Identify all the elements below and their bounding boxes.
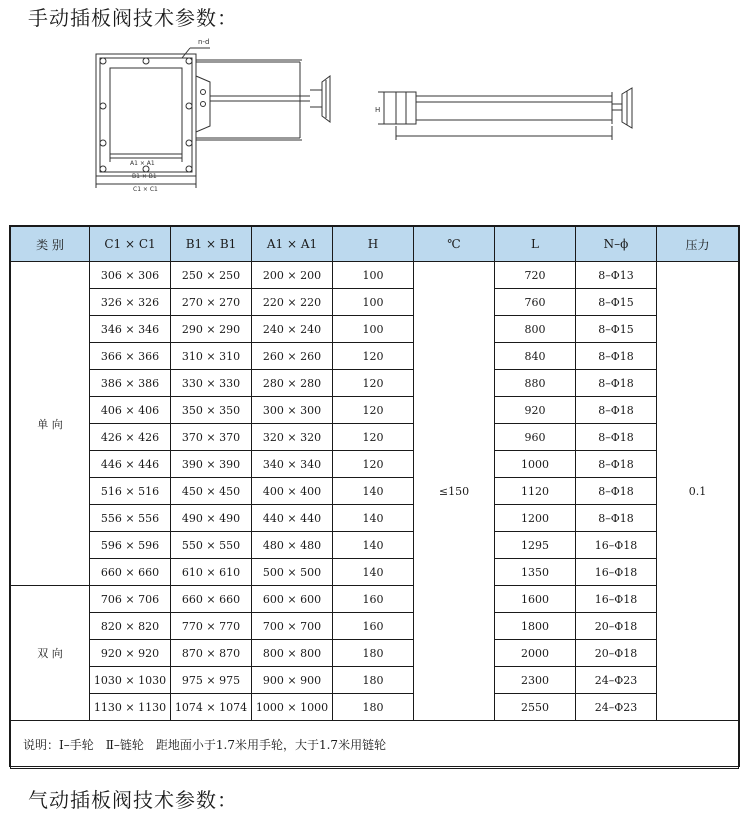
cell-h: 120	[333, 424, 414, 451]
cell-c1: 820 × 820	[90, 613, 171, 640]
header-l: L	[495, 227, 576, 262]
cell-a1: 480 × 480	[252, 532, 333, 559]
cell-a1: 220 × 220	[252, 289, 333, 316]
cell-c1: 386 × 386	[90, 370, 171, 397]
technical-drawings	[0, 30, 750, 205]
table-row	[11, 262, 739, 289]
header-h: H	[333, 227, 414, 262]
label-b1: B1 × B1	[132, 173, 157, 180]
cell-b1: 370 × 370	[171, 424, 252, 451]
cell-l: 840	[495, 343, 576, 370]
cell-a1: 1000 × 1000	[252, 694, 333, 721]
table-row	[11, 343, 739, 370]
table-header-row	[11, 227, 739, 262]
cell-l: 2300	[495, 667, 576, 694]
cell-a1: 300 × 300	[252, 397, 333, 424]
cell-c1: 660 × 660	[90, 559, 171, 586]
cell-c1: 596 × 596	[90, 532, 171, 559]
cell-n: 16–Φ18	[576, 586, 657, 613]
cell-h: 180	[333, 667, 414, 694]
cell-n: 8–Φ15	[576, 289, 657, 316]
cell-l: 1000	[495, 451, 576, 478]
cell-a1: 200 × 200	[252, 262, 333, 289]
label-h: H	[375, 106, 381, 114]
cell-a1: 400 × 400	[252, 478, 333, 505]
cell-a1: 800 × 800	[252, 640, 333, 667]
cell-h: 180	[333, 694, 414, 721]
cell-h: 140	[333, 559, 414, 586]
cell-c1: 366 × 366	[90, 343, 171, 370]
cell-a1: 600 × 600	[252, 586, 333, 613]
cell-n: 8–Φ18	[576, 370, 657, 397]
cell-n: 8–Φ15	[576, 316, 657, 343]
cell-l: 760	[495, 289, 576, 316]
cell-a1: 500 × 500	[252, 559, 333, 586]
table-row	[11, 451, 739, 478]
cell-b1: 250 × 250	[171, 262, 252, 289]
cell-n: 8–Φ18	[576, 343, 657, 370]
cell-h: 100	[333, 316, 414, 343]
cell-b1: 975 × 975	[171, 667, 252, 694]
label-c1: C1 × C1	[133, 186, 158, 193]
table-row	[11, 397, 739, 424]
cell-l: 880	[495, 370, 576, 397]
table-row	[11, 667, 739, 694]
header-c1: C1 × C1	[90, 227, 171, 262]
cell-l: 1800	[495, 613, 576, 640]
cell-c1: 426 × 426	[90, 424, 171, 451]
table-row	[11, 316, 739, 343]
cell-a1: 440 × 440	[252, 505, 333, 532]
cell-b1: 450 × 450	[171, 478, 252, 505]
cell-l: 1295	[495, 532, 576, 559]
cell-n: 20–Φ18	[576, 613, 657, 640]
cell-c1: 446 × 446	[90, 451, 171, 478]
cell-n: 8–Φ13	[576, 262, 657, 289]
cell-b1: 550 × 550	[171, 532, 252, 559]
cell-b1: 290 × 290	[171, 316, 252, 343]
cell-n: 24–Φ23	[576, 667, 657, 694]
cell-h: 100	[333, 289, 414, 316]
cell-b1: 490 × 490	[171, 505, 252, 532]
cell-c1: 706 × 706	[90, 586, 171, 613]
group-double: 双 向	[11, 586, 90, 721]
cell-c1: 1130 × 1130	[90, 694, 171, 721]
cell-a1: 280 × 280	[252, 370, 333, 397]
cell-h: 140	[333, 532, 414, 559]
cell-b1: 610 × 610	[171, 559, 252, 586]
cell-l: 1350	[495, 559, 576, 586]
table-row	[11, 640, 739, 667]
cell-n: 8–Φ18	[576, 451, 657, 478]
cell-n: 16–Φ18	[576, 532, 657, 559]
cell-a1: 340 × 340	[252, 451, 333, 478]
cell-n: 8–Φ18	[576, 478, 657, 505]
page-title-pneumatic: 气动插板阀技术参数：	[28, 788, 238, 812]
header-type: 类 别	[11, 227, 90, 262]
table-row	[11, 559, 739, 586]
cell-a1: 900 × 900	[252, 667, 333, 694]
note-row	[11, 721, 739, 769]
header-a1: A1 × A1	[252, 227, 333, 262]
cell-h: 160	[333, 586, 414, 613]
cell-a1: 700 × 700	[252, 613, 333, 640]
cell-c1: 406 × 406	[90, 397, 171, 424]
header-b1: B1 × B1	[171, 227, 252, 262]
table-row	[11, 478, 739, 505]
cell-l: 1600	[495, 586, 576, 613]
cell-n: 8–Φ18	[576, 505, 657, 532]
cell-c1: 1030 × 1030	[90, 667, 171, 694]
table-row	[11, 289, 739, 316]
cell-c1: 920 × 920	[90, 640, 171, 667]
cell-c1: 516 × 516	[90, 478, 171, 505]
cell-c1: 326 × 326	[90, 289, 171, 316]
cell-a1: 240 × 240	[252, 316, 333, 343]
table-row	[11, 505, 739, 532]
cell-l: 960	[495, 424, 576, 451]
table-row	[11, 532, 739, 559]
table-row	[11, 370, 739, 397]
table-row	[11, 586, 739, 613]
cell-h: 180	[333, 640, 414, 667]
cell-l: 800	[495, 316, 576, 343]
group-single: 单 向	[11, 262, 90, 586]
cell-h: 120	[333, 343, 414, 370]
cell-h: 140	[333, 478, 414, 505]
cell-l: 2000	[495, 640, 576, 667]
cell-h: 120	[333, 370, 414, 397]
cell-a1: 260 × 260	[252, 343, 333, 370]
table-body	[11, 262, 739, 769]
cell-l: 1200	[495, 505, 576, 532]
table-row	[11, 694, 739, 721]
cell-pressure: 0.1	[657, 262, 739, 721]
front-view-drawing	[96, 38, 330, 193]
cell-l: 720	[495, 262, 576, 289]
page-title-manual: 手动插板阀技术参数：	[28, 6, 238, 30]
cell-h: 160	[333, 613, 414, 640]
cell-n: 16–Φ18	[576, 559, 657, 586]
cell-b1: 310 × 310	[171, 343, 252, 370]
cell-h: 120	[333, 451, 414, 478]
cell-b1: 1074 × 1074	[171, 694, 252, 721]
header-n: N–ϕ	[576, 227, 657, 262]
cell-a1: 320 × 320	[252, 424, 333, 451]
cell-c1: 346 × 346	[90, 316, 171, 343]
cell-h: 100	[333, 262, 414, 289]
cell-c1: 556 × 556	[90, 505, 171, 532]
cell-l: 920	[495, 397, 576, 424]
cell-h: 140	[333, 505, 414, 532]
spec-table	[10, 226, 739, 769]
cell-b1: 770 × 770	[171, 613, 252, 640]
header-temp: ℃	[414, 227, 495, 262]
cell-n: 20–Φ18	[576, 640, 657, 667]
cell-l: 1120	[495, 478, 576, 505]
label-nd: n-d	[198, 38, 210, 46]
cell-n: 24–Φ23	[576, 694, 657, 721]
side-view-drawing	[375, 88, 632, 140]
cell-n: 8–Φ18	[576, 424, 657, 451]
label-a1: A1 × A1	[130, 160, 155, 167]
cell-b1: 330 × 330	[171, 370, 252, 397]
note-text: 说明：Ⅰ–手轮 Ⅱ–链轮 距地面小于1.7米用手轮，大于1.7米用链轮	[11, 721, 739, 769]
cell-b1: 270 × 270	[171, 289, 252, 316]
cell-b1: 390 × 390	[171, 451, 252, 478]
cell-n: 8–Φ18	[576, 397, 657, 424]
cell-c1: 306 × 306	[90, 262, 171, 289]
cell-temp: ≤150	[414, 262, 495, 721]
header-pressure: 压力	[657, 227, 739, 262]
cell-b1: 870 × 870	[171, 640, 252, 667]
cell-l: 2550	[495, 694, 576, 721]
cell-h: 120	[333, 397, 414, 424]
table-row	[11, 613, 739, 640]
cell-b1: 660 × 660	[171, 586, 252, 613]
cell-b1: 350 × 350	[171, 397, 252, 424]
table-row	[11, 424, 739, 451]
